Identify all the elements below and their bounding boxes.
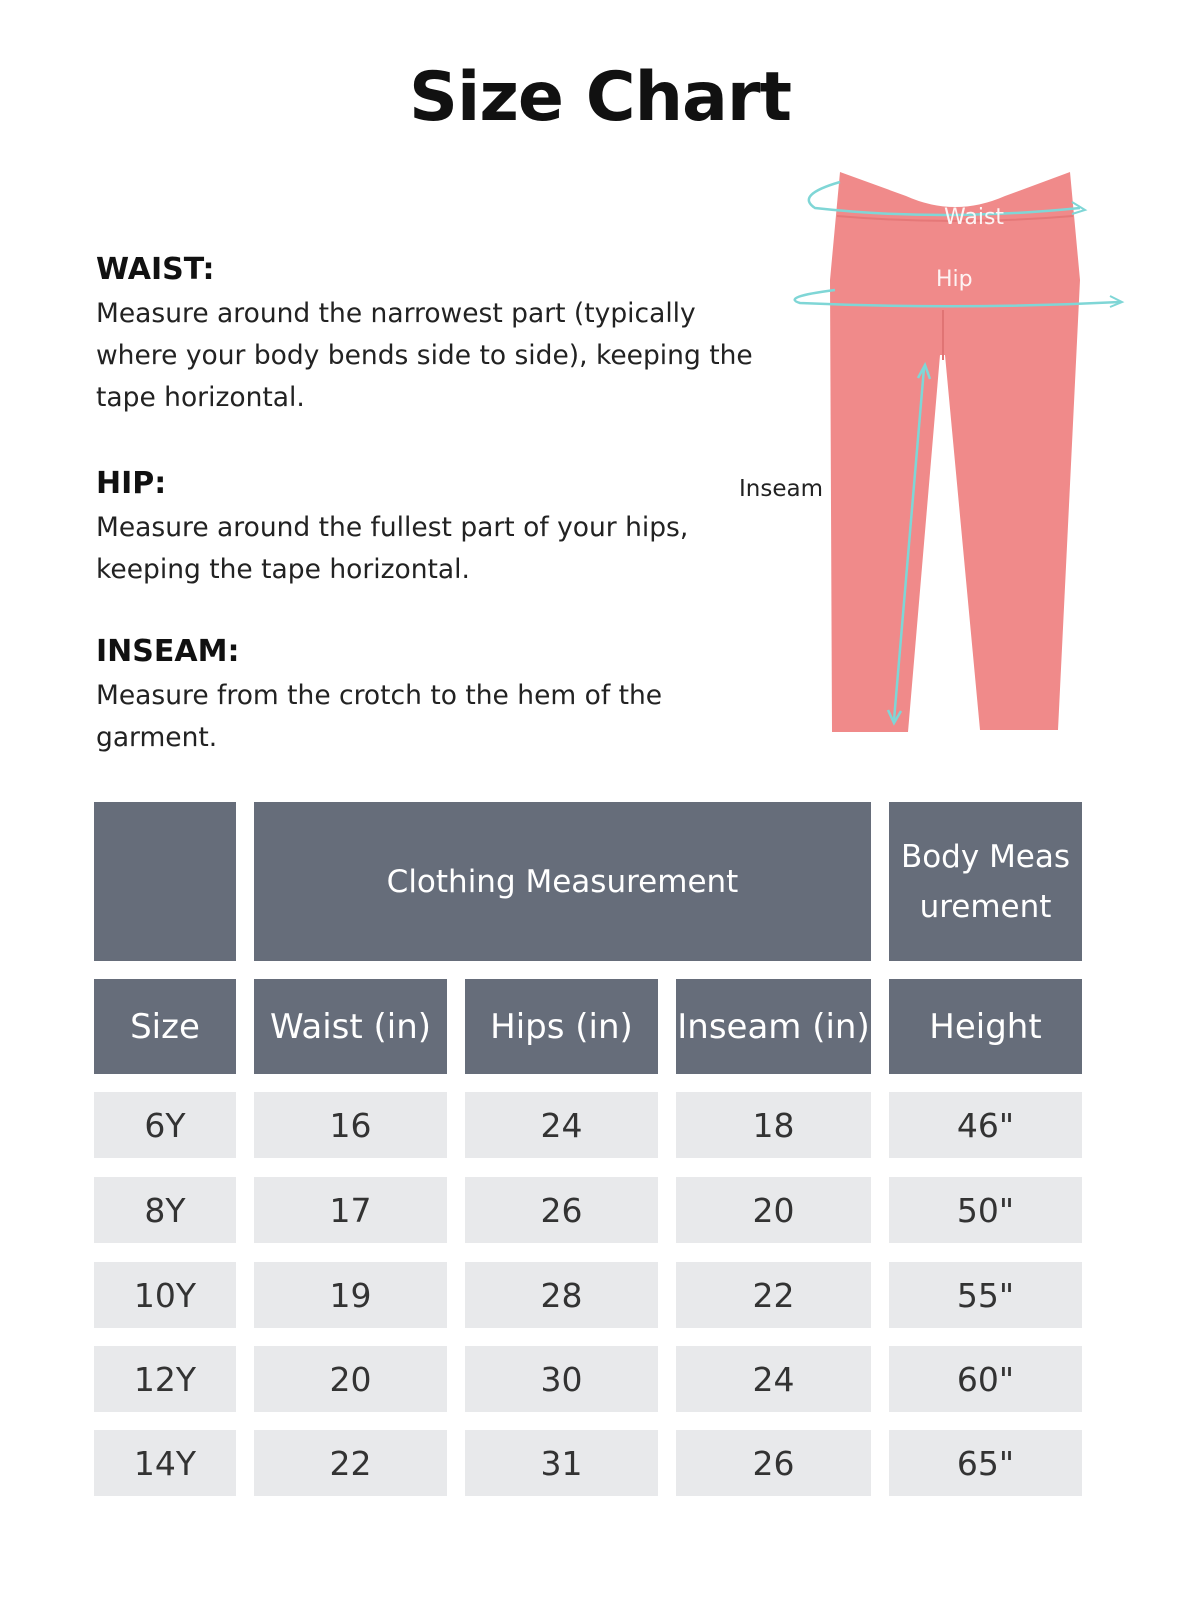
column-header-hips: Hips (in): [465, 979, 658, 1074]
table-cell: 26: [465, 1177, 658, 1243]
guide-hip-heading: HIP:: [96, 466, 167, 501]
waist-label: Waist: [944, 205, 1005, 230]
table-cell: 6Y: [94, 1092, 236, 1158]
body-measurement-header: Body Measurement: [889, 802, 1082, 961]
clothing-measurement-header: Clothing Measurement: [254, 802, 871, 961]
header-blank-cell: [94, 802, 236, 961]
table-cell: 50": [889, 1177, 1082, 1243]
table-cell: 10Y: [94, 1262, 236, 1328]
column-header-inseam: Inseam (in): [676, 979, 871, 1074]
table-cell: 24: [676, 1346, 871, 1412]
table-cell: 20: [254, 1346, 447, 1412]
table-cell: 46": [889, 1092, 1082, 1158]
table-cell: 28: [465, 1262, 658, 1328]
column-header-height: Height: [889, 979, 1082, 1074]
guide-inseam-heading: INSEAM:: [96, 634, 240, 669]
table-cell: 26: [676, 1430, 871, 1496]
table-cell: 24: [465, 1092, 658, 1158]
guide-waist: [96, 252, 756, 419]
guide-inseam: [96, 634, 756, 759]
table-cell: 30: [465, 1346, 658, 1412]
table-cell: 19: [254, 1262, 447, 1328]
guide-waist-text: Measure around the narrowest part (typically where your body bends side to side), keeping the tape horizontal.: [96, 298, 753, 413]
table-cell: 31: [465, 1430, 658, 1496]
column-header-waist: Waist (in): [254, 979, 447, 1074]
table-cell: 12Y: [94, 1346, 236, 1412]
inseam-label: Inseam: [739, 476, 823, 502]
guide-inseam-text: Measure from the crotch to the hem of the garment.: [96, 680, 663, 753]
garment-figure: [740, 160, 1170, 760]
table-cell: 55": [889, 1262, 1082, 1328]
table-cell: 16: [254, 1092, 447, 1158]
guide-hip-text: Measure around the fullest part of your hips, keeping the tape horizontal.: [96, 512, 689, 585]
table-cell: 60": [889, 1346, 1082, 1412]
table-cell: 20: [676, 1177, 871, 1243]
page-title: Size Chart: [409, 58, 791, 137]
leggings-shape: [830, 172, 1080, 732]
guide-waist-heading: WAIST:: [96, 252, 215, 287]
table-cell: 14Y: [94, 1430, 236, 1496]
table-cell: 22: [254, 1430, 447, 1496]
table-cell: 17: [254, 1177, 447, 1243]
guide-hip: [96, 466, 756, 591]
table-cell: 18: [676, 1092, 871, 1158]
table-cell: 8Y: [94, 1177, 236, 1243]
leggings-illustration: [740, 160, 1170, 760]
column-header-size: Size: [94, 979, 236, 1074]
table-cell: 65": [889, 1430, 1082, 1496]
hip-label: Hip: [936, 267, 973, 292]
table-cell: 22: [676, 1262, 871, 1328]
